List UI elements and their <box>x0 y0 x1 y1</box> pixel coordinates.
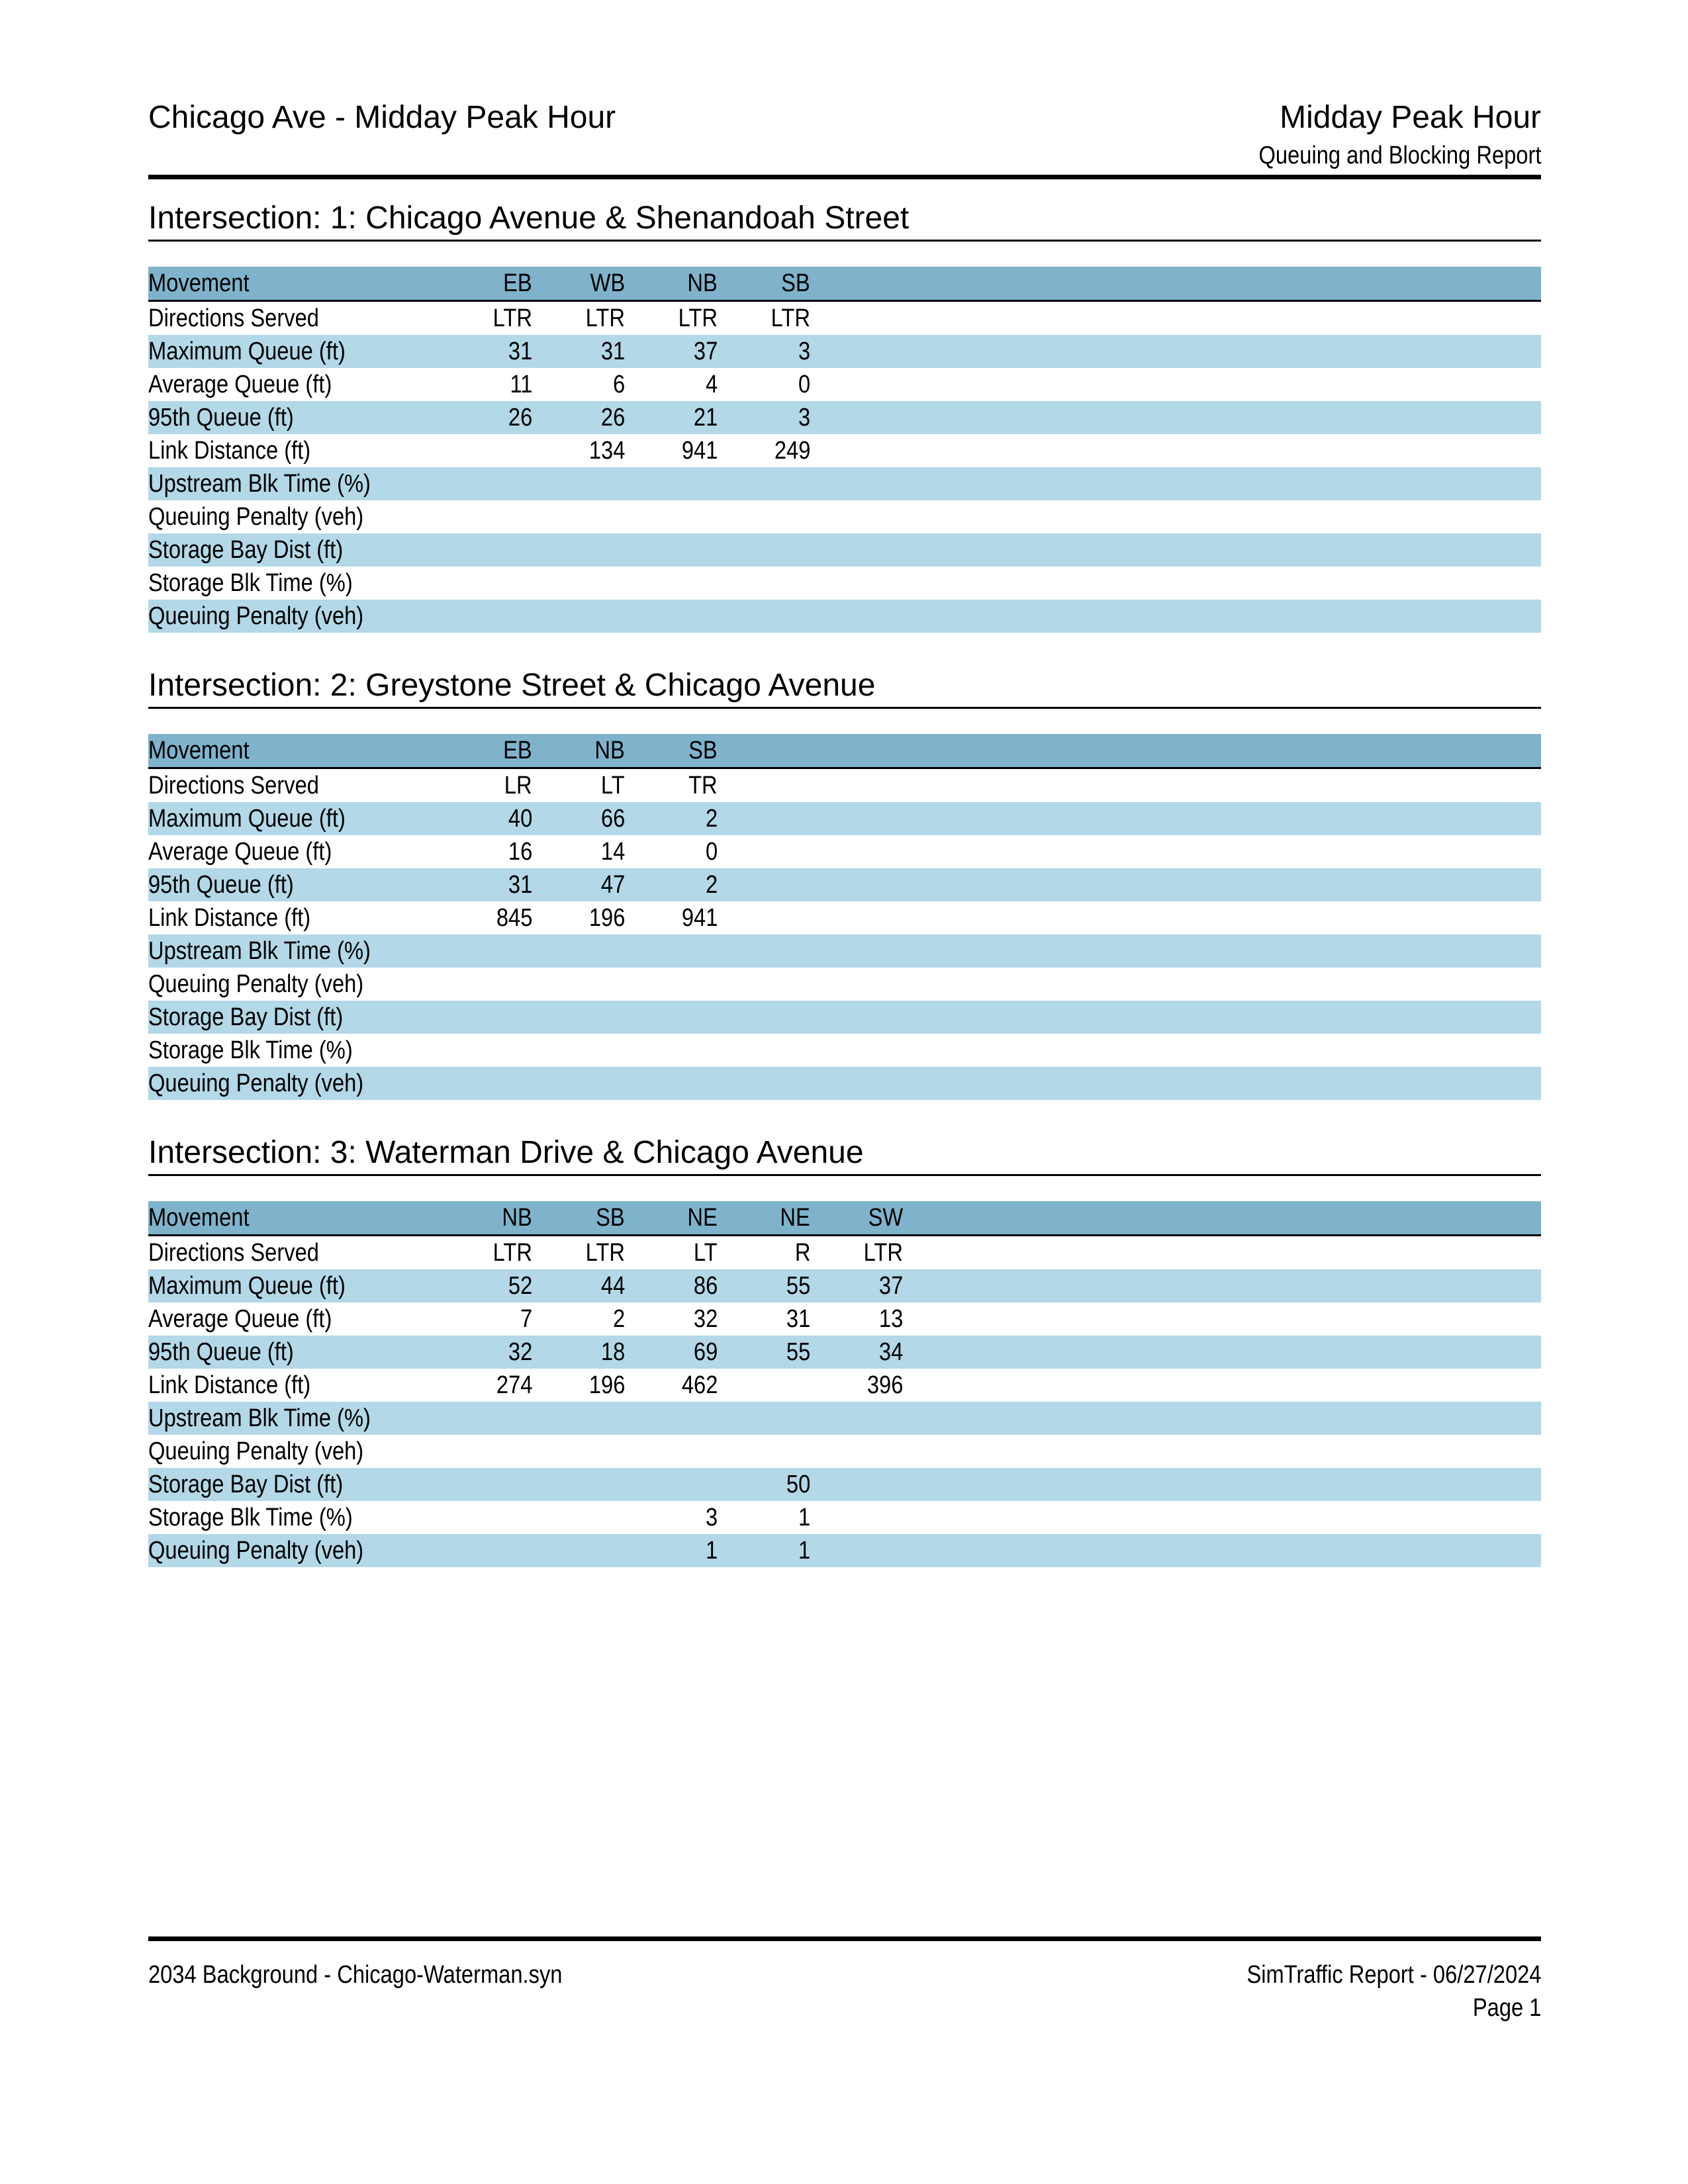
value-cell: 66 <box>532 802 625 835</box>
table-row <box>148 1067 1541 1100</box>
filler-cell <box>810 335 1541 368</box>
intersection-section-3 <box>148 1133 1541 1567</box>
value-cell: 31 <box>440 868 532 901</box>
row-label: Link Distance (ft) <box>148 437 311 465</box>
table-row <box>148 335 1541 368</box>
value-cell: SB <box>532 1201 625 1236</box>
queue-table <box>148 267 1541 633</box>
value-cell: EB <box>440 734 532 768</box>
table-header-row <box>148 1201 1541 1236</box>
value-cell <box>440 1067 532 1100</box>
table-row <box>148 901 1541 934</box>
table-row <box>148 802 1541 835</box>
value-cell: SW <box>810 1201 903 1236</box>
value-cell <box>625 1067 718 1100</box>
table-row <box>148 1369 1541 1402</box>
value-cell <box>440 500 532 533</box>
filler-cell <box>810 600 1541 633</box>
intersection-title: Intersection: 1: Chicago Avenue & Shenandoah Street <box>148 201 910 236</box>
value-cell: 26 <box>440 401 532 434</box>
filler-cell <box>903 1302 1541 1336</box>
value-cell: WB <box>532 267 625 301</box>
value-cell <box>625 533 718 567</box>
row-label: Storage Bay Dist (ft) <box>148 1468 440 1501</box>
row-label: Upstream Blk Time (%) <box>148 934 440 968</box>
value-cell: LTR <box>492 304 532 332</box>
queue-table <box>148 734 1541 1100</box>
value-cell <box>718 467 810 500</box>
filler-cell <box>718 1001 1541 1034</box>
value-cell: 50 <box>718 1468 810 1501</box>
section-rule <box>148 707 1541 709</box>
value-cell <box>440 968 532 1001</box>
table-row <box>148 968 1541 1001</box>
value-cell: 2 <box>625 802 718 835</box>
filler-cell <box>903 1534 1541 1567</box>
value-cell <box>532 500 625 533</box>
row-label: Storage Bay Dist (ft) <box>148 1001 440 1034</box>
value-cell: 11 <box>510 371 532 398</box>
value-cell <box>810 1501 903 1534</box>
value-cell: SB <box>718 267 810 301</box>
value-cell <box>440 600 532 633</box>
value-cell: 2 <box>612 1305 625 1333</box>
filler-cell <box>903 1201 1541 1236</box>
row-label: Average Queue (ft) <box>148 1305 332 1333</box>
row-label: Link Distance (ft) <box>148 1371 311 1399</box>
table-row <box>148 934 1541 968</box>
table-row <box>148 868 1541 901</box>
value-cell <box>532 1001 625 1034</box>
value-cell: SB <box>625 734 718 768</box>
value-cell <box>625 934 718 968</box>
value-cell: NB <box>440 1201 532 1236</box>
value-cell <box>625 968 718 1001</box>
table-row <box>148 600 1541 633</box>
value-cell: NE <box>625 1201 718 1236</box>
table-row <box>148 1236 1541 1270</box>
page-number: Page 1 <box>1472 1994 1541 2022</box>
value-cell <box>532 1468 625 1501</box>
value-cell: 196 <box>588 904 625 932</box>
value-cell: 4 <box>705 371 718 398</box>
value-cell: LT <box>601 772 625 799</box>
value-cell <box>532 1435 625 1468</box>
value-cell: 47 <box>532 868 625 901</box>
value-cell <box>532 1034 625 1067</box>
value-cell <box>440 533 532 567</box>
filler-cell <box>903 1501 1541 1534</box>
filler-cell <box>718 1067 1541 1100</box>
intersection-section-2 <box>148 666 1541 1100</box>
value-cell <box>625 1001 718 1034</box>
value-cell <box>532 533 625 567</box>
value-cell: 845 <box>496 904 532 932</box>
filler-cell <box>718 868 1541 901</box>
value-cell: 6 <box>612 371 625 398</box>
value-cell: EB <box>440 267 532 301</box>
row-label: Movement <box>148 267 440 301</box>
table-row <box>148 401 1541 434</box>
value-cell: 2 <box>625 868 718 901</box>
value-cell: TR <box>688 772 718 799</box>
table-row <box>148 1269 1541 1302</box>
filler-cell <box>810 368 1541 401</box>
value-cell: 40 <box>440 802 532 835</box>
filler-cell <box>810 567 1541 600</box>
row-label: Storage Blk Time (%) <box>148 1036 353 1064</box>
row-label: Maximum Queue (ft) <box>148 335 440 368</box>
row-label: Queuing Penalty (veh) <box>148 1534 440 1567</box>
value-cell <box>532 1067 625 1100</box>
footer-report-date: SimTraffic Report - 06/27/2024 <box>1246 1961 1541 1989</box>
value-cell: 274 <box>496 1371 532 1399</box>
value-cell: 18 <box>532 1336 625 1369</box>
value-cell: 44 <box>532 1269 625 1302</box>
row-label: Queuing Penalty (veh) <box>148 970 364 998</box>
value-cell: 26 <box>532 401 625 434</box>
filler-cell <box>903 1369 1541 1402</box>
value-cell <box>440 1034 532 1067</box>
table-header-row <box>148 267 1541 301</box>
value-cell: LT <box>694 1239 718 1267</box>
value-cell: LR <box>504 772 532 799</box>
value-cell: 134 <box>588 437 625 465</box>
value-cell: 32 <box>693 1305 718 1333</box>
row-label: Queuing Penalty (veh) <box>148 1067 440 1100</box>
footer-rule <box>148 1936 1541 1941</box>
value-cell: LTR <box>585 304 625 332</box>
table-row <box>148 835 1541 868</box>
intersection-section-1 <box>148 199 1541 633</box>
value-cell <box>440 567 532 600</box>
table-row <box>148 467 1541 500</box>
table-row <box>148 1001 1541 1034</box>
table-row <box>148 1468 1541 1501</box>
filler-cell <box>903 1402 1541 1435</box>
row-label: Movement <box>148 1201 440 1236</box>
filler-cell <box>810 267 1541 301</box>
row-label: Storage Blk Time (%) <box>148 569 353 597</box>
value-cell: NB <box>625 267 718 301</box>
filler-cell <box>810 301 1541 336</box>
report-type: Queuing and Blocking Report <box>1258 142 1541 169</box>
value-cell <box>532 567 625 600</box>
value-cell: 941 <box>681 904 718 932</box>
intersection-title: Intersection: 3: Waterman Drive & Chicago Avenue <box>148 1135 864 1170</box>
value-cell <box>810 1402 903 1435</box>
row-label: Queuing Penalty (veh) <box>148 1437 364 1465</box>
value-cell <box>532 600 625 633</box>
table-row <box>148 434 1541 467</box>
row-label: Directions Served <box>148 1239 319 1267</box>
value-cell <box>532 1501 625 1534</box>
filler-cell <box>903 1269 1541 1302</box>
filler-cell <box>810 533 1541 567</box>
table-row <box>148 500 1541 533</box>
filler-cell <box>903 1435 1541 1468</box>
value-cell <box>718 533 810 567</box>
table-row <box>148 1336 1541 1369</box>
table-row <box>148 768 1541 803</box>
value-cell: 1 <box>798 1504 810 1531</box>
value-cell: 55 <box>718 1269 810 1302</box>
value-cell: 462 <box>681 1371 718 1399</box>
value-cell: NE <box>718 1201 810 1236</box>
value-cell <box>625 1468 718 1501</box>
row-label: Movement <box>148 734 440 768</box>
value-cell: 396 <box>867 1371 903 1399</box>
value-cell: 0 <box>798 371 810 398</box>
filler-cell <box>718 901 1541 934</box>
value-cell <box>440 434 532 467</box>
footer-filename: 2034 Background - Chicago-Waterman.syn <box>148 1961 563 1989</box>
table-row <box>148 1402 1541 1435</box>
table-row <box>148 1534 1541 1567</box>
value-cell <box>440 1468 532 1501</box>
value-cell: 1 <box>718 1534 810 1567</box>
table-row <box>148 1302 1541 1336</box>
value-cell: 13 <box>878 1305 903 1333</box>
row-label: Upstream Blk Time (%) <box>148 1402 440 1435</box>
value-cell: 32 <box>440 1336 532 1369</box>
value-cell <box>625 1435 718 1468</box>
filler-cell <box>903 1336 1541 1369</box>
value-cell <box>810 1534 903 1567</box>
row-label: 95th Queue (ft) <box>148 1336 440 1369</box>
filler-cell <box>718 934 1541 968</box>
value-cell: 16 <box>508 838 532 866</box>
value-cell: 7 <box>520 1305 532 1333</box>
period-title: Midday Peak Hour <box>1280 100 1541 135</box>
value-cell <box>625 600 718 633</box>
table-row <box>148 567 1541 600</box>
filler-cell <box>718 734 1541 768</box>
value-cell: 31 <box>440 335 532 368</box>
value-cell <box>440 1001 532 1034</box>
filler-cell <box>810 467 1541 500</box>
value-cell <box>718 567 810 600</box>
row-label: 95th Queue (ft) <box>148 868 440 901</box>
value-cell: LTR <box>678 304 718 332</box>
value-cell: 31 <box>532 335 625 368</box>
row-label: Queuing Penalty (veh) <box>148 600 440 633</box>
value-cell: LTR <box>492 1239 532 1267</box>
table-header-row <box>148 734 1541 768</box>
value-cell: 0 <box>705 838 718 866</box>
row-label: Maximum Queue (ft) <box>148 802 440 835</box>
value-cell: 37 <box>625 335 718 368</box>
row-label: Link Distance (ft) <box>148 904 311 932</box>
section-rule <box>148 1174 1541 1176</box>
filler-cell <box>903 1236 1541 1270</box>
filler-cell <box>810 500 1541 533</box>
table-row <box>148 1034 1541 1067</box>
value-cell: 249 <box>774 437 810 465</box>
row-label: Average Queue (ft) <box>148 371 332 398</box>
value-cell <box>625 1034 718 1067</box>
table-row <box>148 1501 1541 1534</box>
value-cell <box>718 1402 810 1435</box>
value-cell <box>810 1435 903 1468</box>
filler-cell <box>718 1034 1541 1067</box>
value-cell <box>532 968 625 1001</box>
value-cell <box>532 467 625 500</box>
filler-cell <box>718 835 1541 868</box>
row-label: Maximum Queue (ft) <box>148 1269 440 1302</box>
value-cell: LTR <box>771 304 810 332</box>
header-rule <box>148 175 1541 179</box>
value-cell: LTR <box>585 1239 625 1267</box>
row-label: Average Queue (ft) <box>148 838 332 866</box>
value-cell <box>810 1468 903 1501</box>
value-cell <box>625 567 718 600</box>
value-cell: 69 <box>625 1336 718 1369</box>
filler-cell <box>903 1468 1541 1501</box>
value-cell: 14 <box>600 838 625 866</box>
value-cell <box>718 1369 810 1402</box>
value-cell <box>440 467 532 500</box>
value-cell <box>718 500 810 533</box>
row-label: Queuing Penalty (veh) <box>148 503 364 531</box>
row-label: Upstream Blk Time (%) <box>148 467 440 500</box>
table-row <box>148 1435 1541 1468</box>
value-cell: NB <box>532 734 625 768</box>
value-cell: 3 <box>718 335 810 368</box>
queue-table <box>148 1201 1541 1567</box>
row-label: Storage Blk Time (%) <box>148 1504 353 1531</box>
value-cell: 941 <box>681 437 718 465</box>
value-cell: 86 <box>625 1269 718 1302</box>
value-cell <box>532 934 625 968</box>
row-label: Directions Served <box>148 304 319 332</box>
value-cell: 21 <box>625 401 718 434</box>
filler-cell <box>718 768 1541 803</box>
section-rule <box>148 240 1541 242</box>
value-cell: 3 <box>718 401 810 434</box>
value-cell: 37 <box>810 1269 903 1302</box>
filler-cell <box>718 802 1541 835</box>
filler-cell <box>810 434 1541 467</box>
value-cell: 196 <box>588 1371 625 1399</box>
value-cell: 3 <box>705 1504 718 1531</box>
value-cell: 34 <box>810 1336 903 1369</box>
value-cell <box>440 1534 532 1567</box>
table-row <box>148 301 1541 336</box>
filler-cell <box>810 401 1541 434</box>
value-cell <box>532 1534 625 1567</box>
value-cell <box>440 1402 532 1435</box>
value-cell <box>718 1435 810 1468</box>
value-cell <box>440 1435 532 1468</box>
value-cell: 1 <box>625 1534 718 1567</box>
table-row <box>148 368 1541 401</box>
filler-cell <box>718 968 1541 1001</box>
intersection-title: Intersection: 2: Greystone Street & Chicago Avenue <box>148 668 876 703</box>
value-cell: R <box>794 1239 810 1267</box>
table-row <box>148 533 1541 567</box>
value-cell <box>625 467 718 500</box>
value-cell: LTR <box>863 1239 903 1267</box>
value-cell: 52 <box>440 1269 532 1302</box>
row-label: Storage Bay Dist (ft) <box>148 533 440 567</box>
value-cell <box>625 1402 718 1435</box>
value-cell <box>718 600 810 633</box>
value-cell <box>440 1501 532 1534</box>
row-label: Directions Served <box>148 772 319 799</box>
value-cell: 31 <box>786 1305 810 1333</box>
value-cell: 55 <box>718 1336 810 1369</box>
value-cell <box>440 934 532 968</box>
value-cell <box>625 500 718 533</box>
report-title: Chicago Ave - Midday Peak Hour <box>148 100 616 135</box>
value-cell <box>532 1402 625 1435</box>
row-label: 95th Queue (ft) <box>148 401 440 434</box>
